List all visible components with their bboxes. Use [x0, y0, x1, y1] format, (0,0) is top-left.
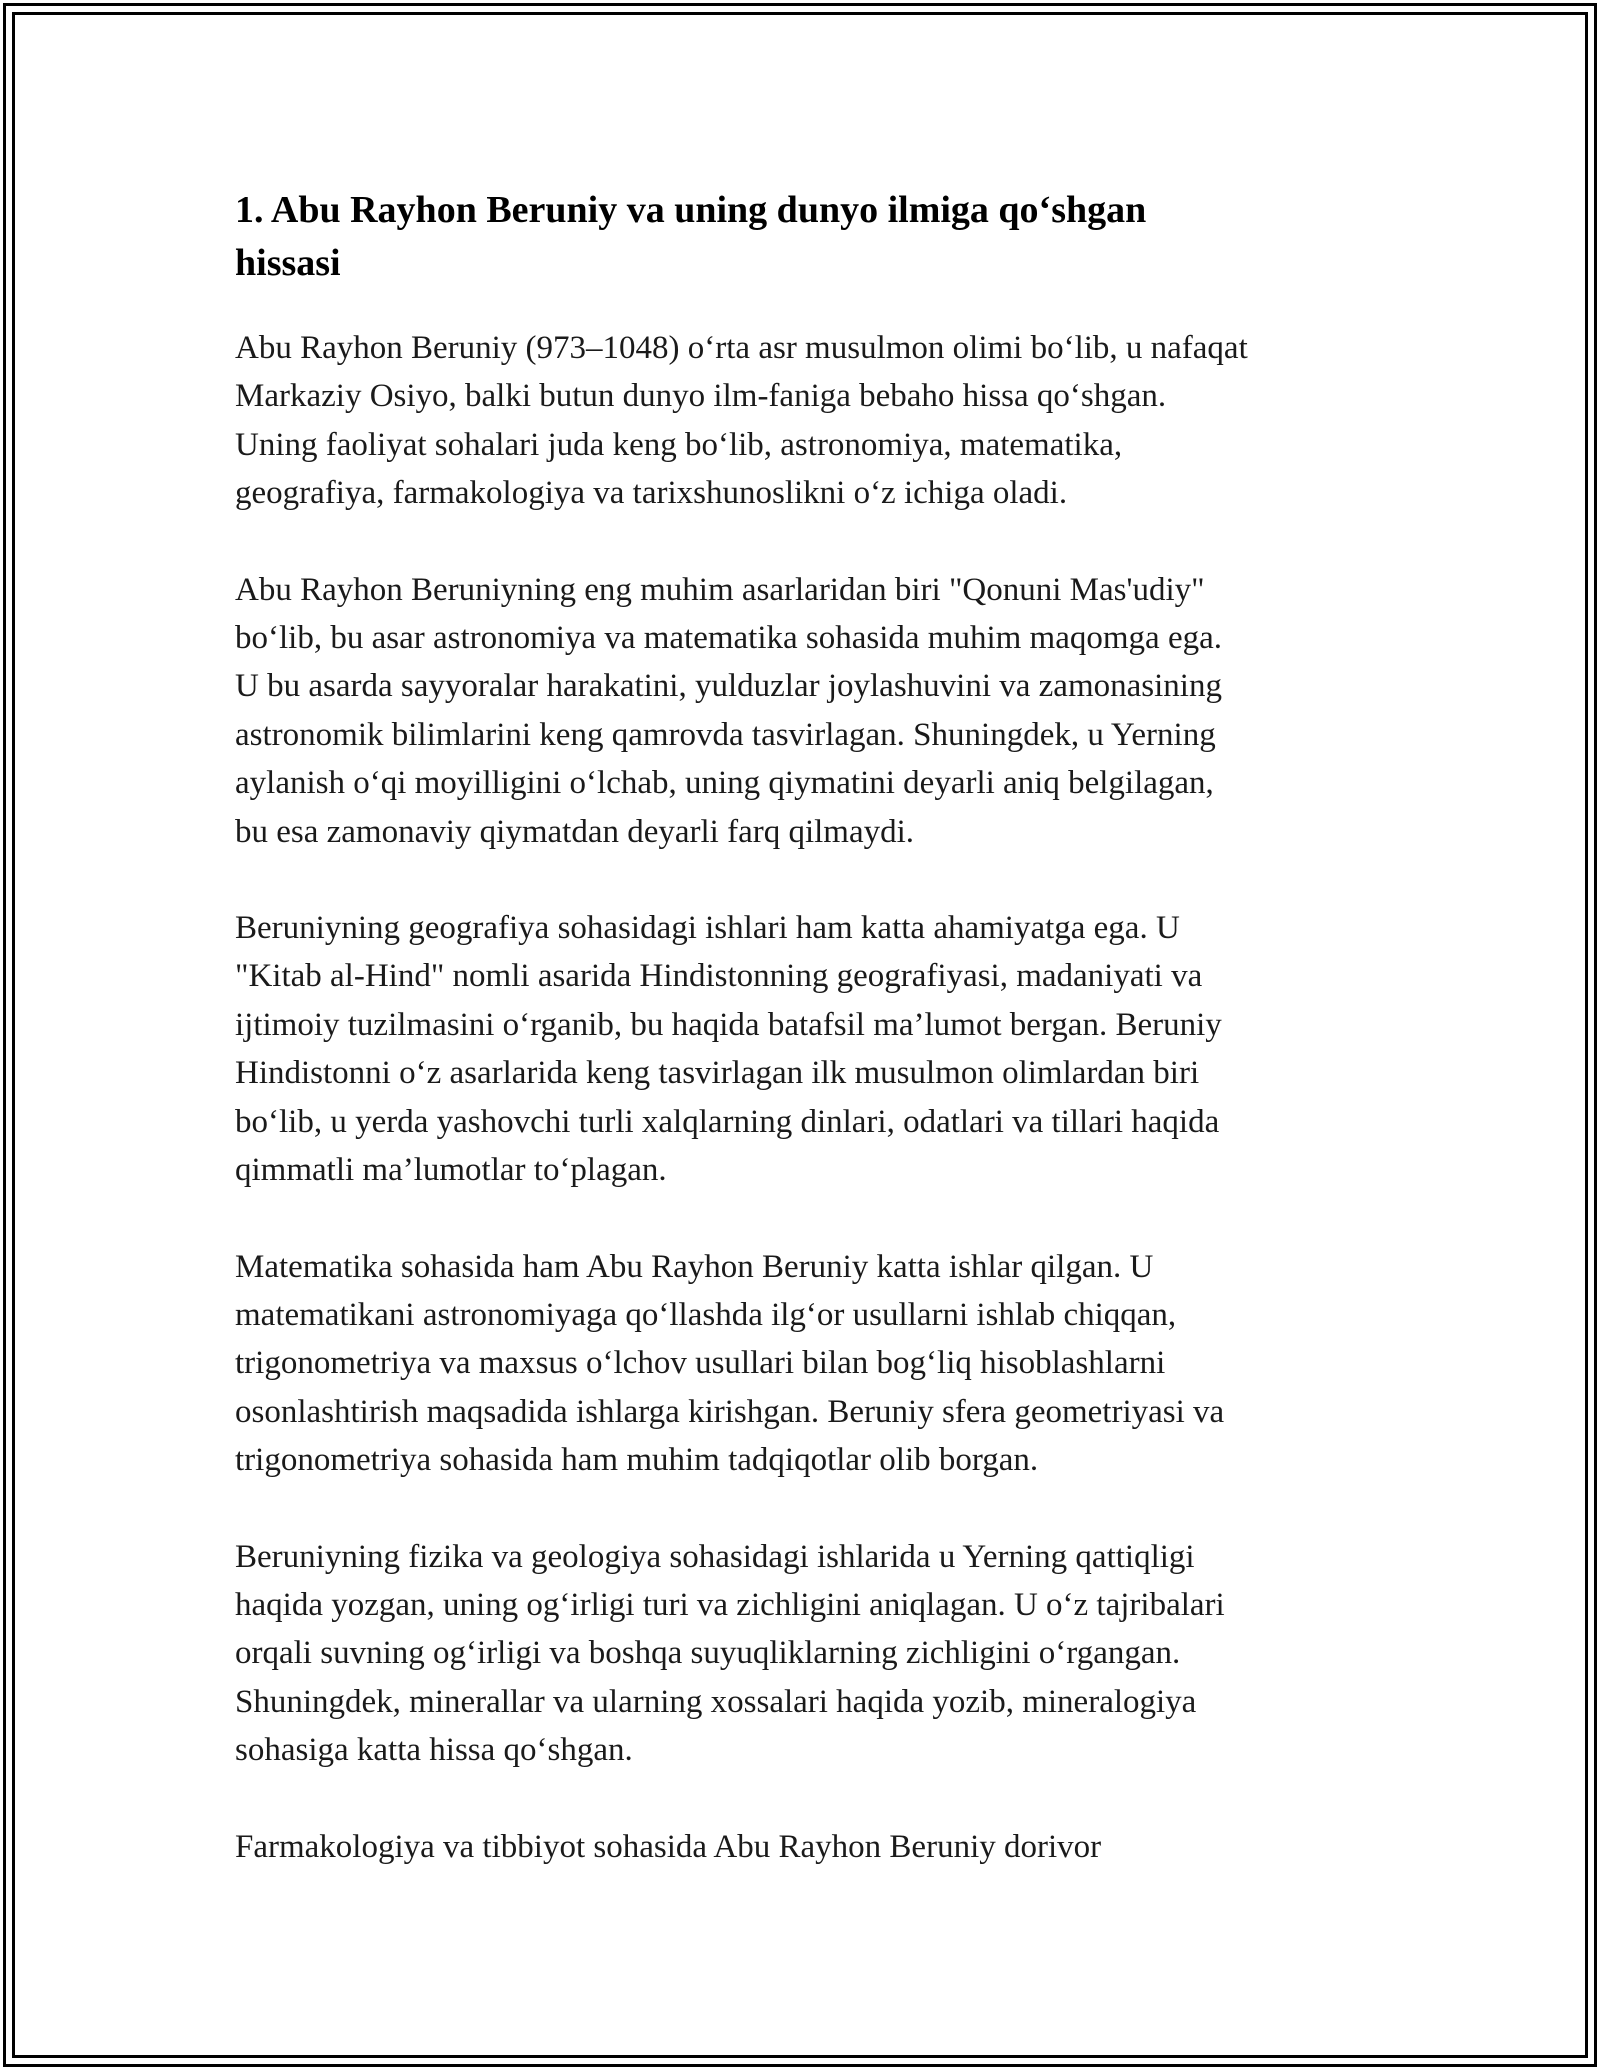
text-line: qimmatli ma’lumotlar to‘plagan.	[235, 1152, 667, 1189]
paragraph-mathematics	[235, 1243, 1375, 1485]
text-line: orqali suvning og‘irligi va boshqa suyuqliklarning zichligini o‘rgangan.	[235, 1635, 1181, 1672]
text-line: Abu Rayhon Beruniyning eng muhim asarlaridan biri "Qonuni Mas'udiy"	[235, 571, 1205, 608]
text-line: aylanish o‘qi moyilligini o‘lchab, uning qiymatini deyarli aniq belgilagan,	[235, 765, 1214, 802]
text-line: osonlashtirish maqsadida ishlarga kirishgan. Beruniy sfera geometriyasi va	[235, 1393, 1225, 1430]
text-line: bo‘lib, u yerda yashovchi turli xalqlarning dinlari, odatlari va tillari haqida	[235, 1103, 1220, 1140]
text-line: "Kitab al-Hind" nomli asarida Hindistonning geografiyasi, madaniyati va	[235, 958, 1203, 995]
paragraph-intro	[235, 324, 1375, 518]
paragraph-geography	[235, 904, 1375, 1194]
text-line: Farmakologiya va tibbiyot sohasida Abu Rayhon Beruniy dorivor	[235, 1828, 1102, 1865]
text-line: ijtimoiy tuzilmasini o‘rganib, bu haqida batafsil ma’lumot bergan. Beruniy	[235, 1006, 1222, 1043]
text-line: Shuningdek, minerallar va ularning xossalari haqida yozib, mineralogiya	[235, 1683, 1197, 1720]
paragraph-physics-geology	[235, 1533, 1375, 1775]
text-line: bu esa zamonaviy qiymatdan deyarli farq qilmaydi.	[235, 813, 915, 850]
text-line: sohasiga katta hissa qo‘shgan.	[235, 1732, 633, 1769]
title-line: 1. Abu Rayhon Beruniy va uning dunyo ilmiga qo‘shgan	[235, 189, 1147, 231]
text-line: geografiya, farmakologiya va tarixshunoslikni o‘z ichiga oladi.	[235, 475, 1068, 512]
text-line: astronomik bilimlarini keng qamrovda tasvirlagan. Shuningdek, u Yerning	[235, 716, 1216, 753]
paragraph-pharmacology	[235, 1823, 1375, 1871]
text-line: Hindistonni o‘z asarlarida keng tasvirlagan ilk musulmon olimlardan biri	[235, 1055, 1200, 1092]
text-line: Uning faoliyat sohalari juda keng bo‘lib, astronomiya, matematika,	[235, 426, 1123, 463]
text-line: Beruniyning fizika va geologiya sohasidagi ishlarida u Yerning qattiqligi	[235, 1538, 1195, 1575]
text-line: haqida yozgan, uning og‘irligi turi va zichligini aniqlagan. U o‘z tajribalari	[235, 1586, 1225, 1623]
text-line: trigonometriya va maxsus o‘lchov usullari bilan bog‘liq hisoblashlarni	[235, 1345, 1166, 1382]
paragraph-qonuni-masudiy	[235, 566, 1375, 856]
section-title	[235, 184, 1375, 290]
text-line: Abu Rayhon Beruniy (973–1048) o‘rta asr musulmon olimi bo‘lib, u nafaqat	[235, 330, 1248, 366]
text-line: Markaziy Osiyo, balki butun dunyo ilm-faniga bebaho hissa qo‘shgan.	[235, 378, 1167, 415]
text-line: trigonometriya sohasida ham muhim tadqiqotlar olib borgan.	[235, 1442, 1039, 1479]
text-line: bo‘lib, bu asar astronomiya va matematika sohasida muhim maqomga ega.	[235, 620, 1222, 657]
text-line: U bu asarda sayyoralar harakatini, yulduzlar joylashuvini va zamonasining	[235, 668, 1222, 705]
document-body	[235, 184, 1375, 1919]
text-line: matematikani astronomiyaga qo‘llashda ilg‘or usullarni ishlab chiqqan,	[235, 1296, 1177, 1333]
text-line: Matematika sohasida ham Abu Rayhon Beruniy katta ishlar qilgan. U	[235, 1248, 1154, 1285]
text-line: Beruniyning geografiya sohasidagi ishlari ham katta ahamiyatga ega. U	[235, 910, 1180, 947]
title-line: hissasi	[235, 242, 341, 284]
